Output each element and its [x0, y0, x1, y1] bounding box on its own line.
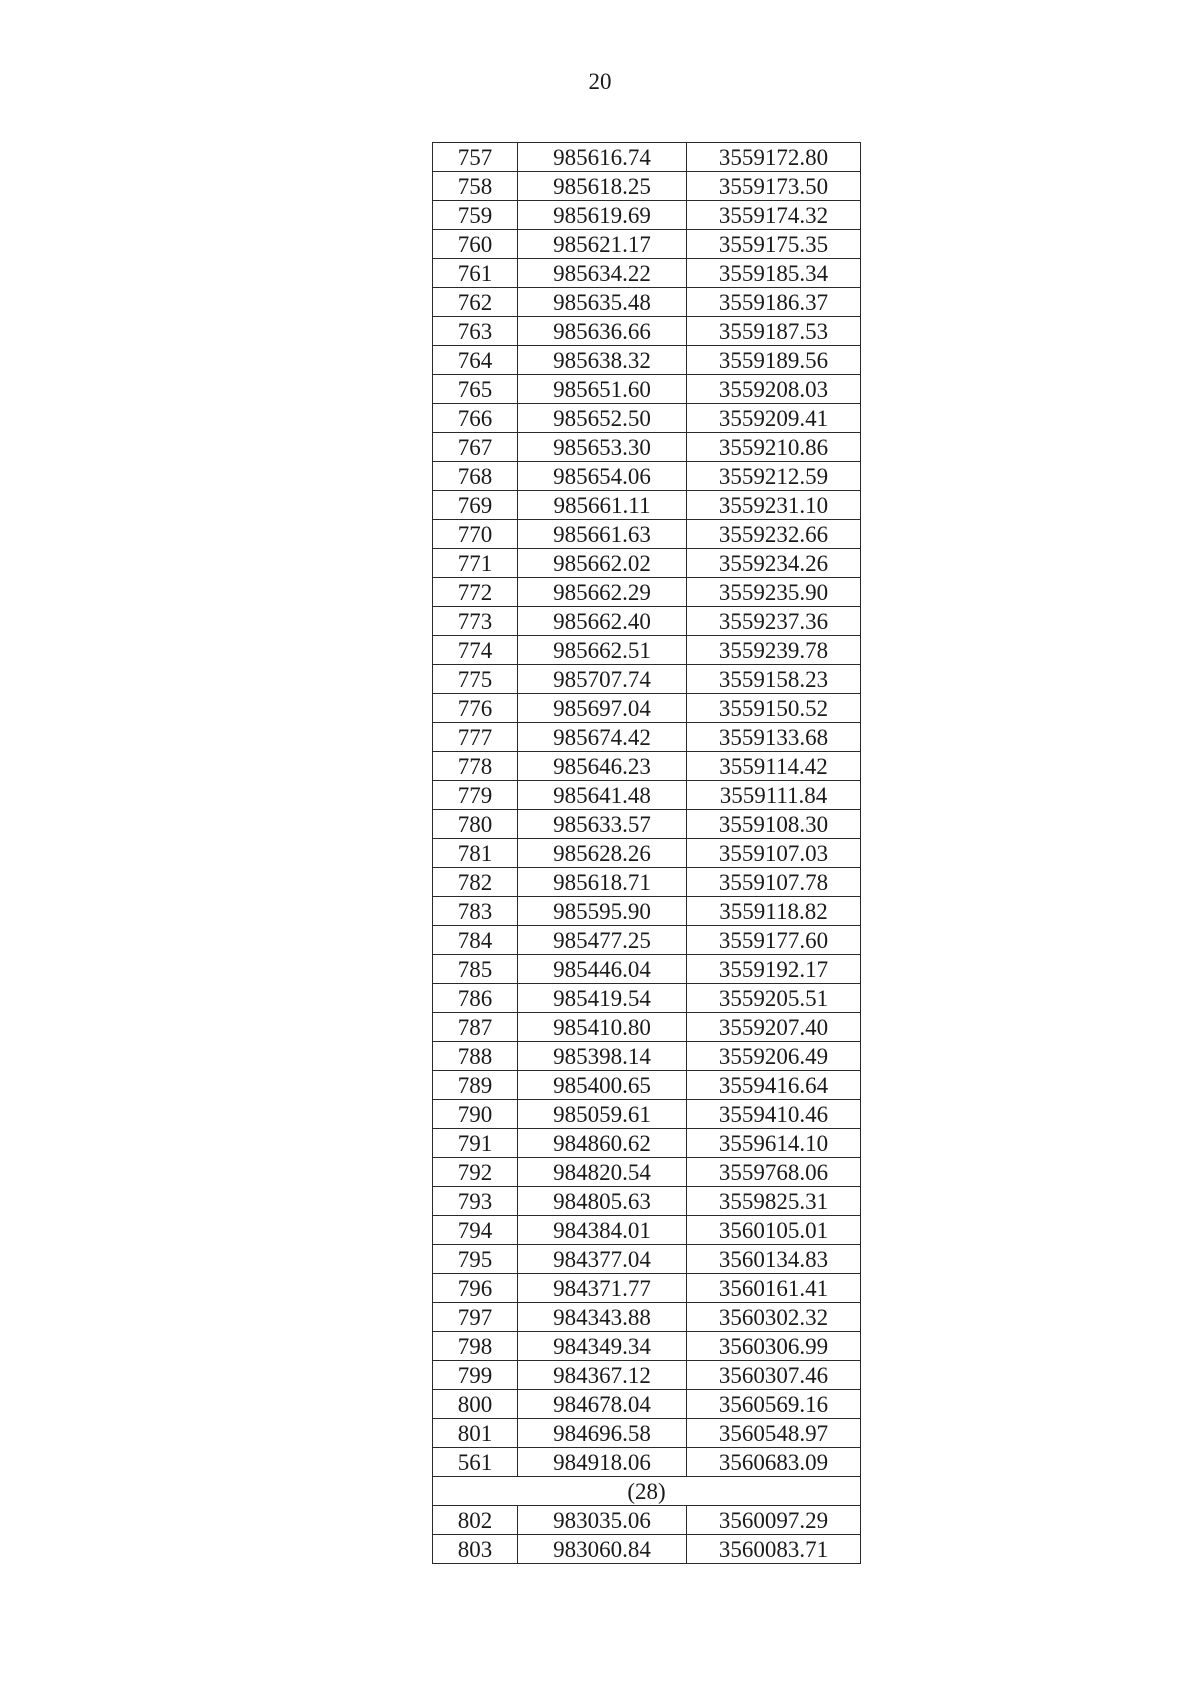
x-coordinate-cell: 985477.25	[518, 926, 687, 955]
point-number-cell: 760	[433, 230, 518, 259]
y-coordinate-cell: 3559175.35	[687, 230, 861, 259]
table-row	[433, 1187, 861, 1216]
x-coordinate-cell: 985661.11	[518, 491, 687, 520]
y-coordinate-cell: 3559111.84	[687, 781, 861, 810]
table-row	[433, 1303, 861, 1332]
table-row	[433, 1390, 861, 1419]
y-coordinate-cell: 3559158.23	[687, 665, 861, 694]
x-coordinate-cell: 985636.66	[518, 317, 687, 346]
table-row	[433, 955, 861, 984]
table-row	[433, 665, 861, 694]
point-number-cell: 767	[433, 433, 518, 462]
y-coordinate-cell: 3560683.09	[687, 1448, 861, 1477]
point-number-cell: 796	[433, 1274, 518, 1303]
table-row	[433, 1100, 861, 1129]
y-coordinate-cell: 3559234.26	[687, 549, 861, 578]
y-coordinate-cell: 3560097.29	[687, 1506, 861, 1535]
point-number-cell: 777	[433, 723, 518, 752]
x-coordinate-cell: 984371.77	[518, 1274, 687, 1303]
x-coordinate-cell: 985628.26	[518, 839, 687, 868]
point-number-cell: 795	[433, 1245, 518, 1274]
y-coordinate-cell: 3559205.51	[687, 984, 861, 1013]
y-coordinate-cell: 3559118.82	[687, 897, 861, 926]
x-coordinate-cell: 984384.01	[518, 1216, 687, 1245]
coordinates-table	[432, 142, 861, 1564]
x-coordinate-cell: 984820.54	[518, 1158, 687, 1187]
point-number-cell: 765	[433, 375, 518, 404]
table-row	[433, 259, 861, 288]
x-coordinate-cell: 983060.84	[518, 1535, 687, 1564]
x-coordinate-cell: 985635.48	[518, 288, 687, 317]
y-coordinate-cell: 3559825.31	[687, 1187, 861, 1216]
y-coordinate-cell: 3559235.90	[687, 578, 861, 607]
point-number-cell: 792	[433, 1158, 518, 1187]
x-coordinate-cell: 983035.06	[518, 1506, 687, 1535]
x-coordinate-cell: 985419.54	[518, 984, 687, 1013]
y-coordinate-cell: 3559172.80	[687, 143, 861, 172]
point-number-cell: 758	[433, 172, 518, 201]
table-row	[433, 1332, 861, 1361]
y-coordinate-cell: 3559108.30	[687, 810, 861, 839]
point-number-cell: 764	[433, 346, 518, 375]
point-number-cell: 801	[433, 1419, 518, 1448]
y-coordinate-cell: 3560161.41	[687, 1274, 861, 1303]
point-number-cell: 781	[433, 839, 518, 868]
y-coordinate-cell: 3559177.60	[687, 926, 861, 955]
x-coordinate-cell: 984349.34	[518, 1332, 687, 1361]
point-number-cell: 794	[433, 1216, 518, 1245]
point-number-cell: 787	[433, 1013, 518, 1042]
table-row	[433, 433, 861, 462]
x-coordinate-cell: 984918.06	[518, 1448, 687, 1477]
table-row	[433, 317, 861, 346]
table-row	[433, 1448, 861, 1477]
y-coordinate-cell: 3560306.99	[687, 1332, 861, 1361]
point-number-cell: 757	[433, 143, 518, 172]
point-number-cell: 784	[433, 926, 518, 955]
table-row	[433, 810, 861, 839]
y-coordinate-cell: 3559614.10	[687, 1129, 861, 1158]
x-coordinate-cell: 985400.65	[518, 1071, 687, 1100]
point-number-cell: 776	[433, 694, 518, 723]
y-coordinate-cell: 3559192.17	[687, 955, 861, 984]
y-coordinate-cell: 3560302.32	[687, 1303, 861, 1332]
y-coordinate-cell: 3559208.03	[687, 375, 861, 404]
y-coordinate-cell: 3559107.78	[687, 868, 861, 897]
x-coordinate-cell: 985641.48	[518, 781, 687, 810]
point-number-cell: 759	[433, 201, 518, 230]
point-number-cell: 782	[433, 868, 518, 897]
x-coordinate-cell: 985662.40	[518, 607, 687, 636]
coordinates-table-body	[433, 143, 861, 1564]
point-number-cell: 799	[433, 1361, 518, 1390]
y-coordinate-cell: 3559231.10	[687, 491, 861, 520]
y-coordinate-cell: 3559114.42	[687, 752, 861, 781]
y-coordinate-cell: 3559185.34	[687, 259, 861, 288]
table-row	[433, 926, 861, 955]
y-coordinate-cell: 3559107.03	[687, 839, 861, 868]
x-coordinate-cell: 985652.50	[518, 404, 687, 433]
y-coordinate-cell: 3559212.59	[687, 462, 861, 491]
table-row	[433, 462, 861, 491]
x-coordinate-cell: 985638.32	[518, 346, 687, 375]
table-row	[433, 781, 861, 810]
x-coordinate-cell: 985619.69	[518, 201, 687, 230]
point-number-cell: 772	[433, 578, 518, 607]
table-row	[433, 984, 861, 1013]
x-coordinate-cell: 984377.04	[518, 1245, 687, 1274]
y-coordinate-cell: 3559768.06	[687, 1158, 861, 1187]
point-number-cell: 773	[433, 607, 518, 636]
point-number-cell: 803	[433, 1535, 518, 1564]
x-coordinate-cell: 985651.60	[518, 375, 687, 404]
y-coordinate-cell: 3559207.40	[687, 1013, 861, 1042]
x-coordinate-cell: 985662.02	[518, 549, 687, 578]
y-coordinate-cell: 3560569.16	[687, 1390, 861, 1419]
x-coordinate-cell: 985646.23	[518, 752, 687, 781]
point-number-cell: 771	[433, 549, 518, 578]
x-coordinate-cell: 985059.61	[518, 1100, 687, 1129]
y-coordinate-cell: 3559237.36	[687, 607, 861, 636]
table-row	[433, 723, 861, 752]
point-number-cell: 797	[433, 1303, 518, 1332]
x-coordinate-cell: 984343.88	[518, 1303, 687, 1332]
point-number-cell: 786	[433, 984, 518, 1013]
y-coordinate-cell: 3560548.97	[687, 1419, 861, 1448]
point-number-cell: 788	[433, 1042, 518, 1071]
page-number: 20	[588, 69, 612, 94]
y-coordinate-cell: 3559209.41	[687, 404, 861, 433]
x-coordinate-cell: 984805.63	[518, 1187, 687, 1216]
point-number-cell: 785	[433, 955, 518, 984]
table-row	[433, 1013, 861, 1042]
y-coordinate-cell: 3559174.32	[687, 201, 861, 230]
table-row	[433, 636, 861, 665]
x-coordinate-cell: 985661.63	[518, 520, 687, 549]
point-number-cell: 766	[433, 404, 518, 433]
x-coordinate-cell: 984696.58	[518, 1419, 687, 1448]
table-row	[433, 694, 861, 723]
point-number-cell: 770	[433, 520, 518, 549]
point-number-cell: 802	[433, 1506, 518, 1535]
table-row	[433, 346, 861, 375]
table-row	[433, 172, 861, 201]
point-number-cell: 778	[433, 752, 518, 781]
x-coordinate-cell: 985662.29	[518, 578, 687, 607]
table-row	[433, 404, 861, 433]
x-coordinate-cell: 985697.04	[518, 694, 687, 723]
y-coordinate-cell: 3560134.83	[687, 1245, 861, 1274]
section-label: (28)	[433, 1477, 861, 1506]
table-row	[433, 1129, 861, 1158]
table-row	[433, 1506, 861, 1535]
table-row	[433, 491, 861, 520]
table-row	[433, 1071, 861, 1100]
y-coordinate-cell: 3559210.86	[687, 433, 861, 462]
y-coordinate-cell: 3559187.53	[687, 317, 861, 346]
y-coordinate-cell: 3559410.46	[687, 1100, 861, 1129]
point-number-cell: 791	[433, 1129, 518, 1158]
point-number-cell: 779	[433, 781, 518, 810]
x-coordinate-cell: 985446.04	[518, 955, 687, 984]
table-row	[433, 1158, 861, 1187]
table-row	[433, 520, 861, 549]
table-row	[433, 578, 861, 607]
x-coordinate-cell: 985653.30	[518, 433, 687, 462]
table-row	[433, 1361, 861, 1390]
y-coordinate-cell: 3559416.64	[687, 1071, 861, 1100]
section-row	[433, 1477, 861, 1506]
table-row	[433, 1245, 861, 1274]
point-number-cell: 761	[433, 259, 518, 288]
y-coordinate-cell: 3559133.68	[687, 723, 861, 752]
point-number-cell: 769	[433, 491, 518, 520]
y-coordinate-cell: 3559173.50	[687, 172, 861, 201]
y-coordinate-cell: 3560083.71	[687, 1535, 861, 1564]
point-number-cell: 793	[433, 1187, 518, 1216]
table-row	[433, 752, 861, 781]
point-number-cell: 762	[433, 288, 518, 317]
point-number-cell: 780	[433, 810, 518, 839]
y-coordinate-cell: 3559206.49	[687, 1042, 861, 1071]
table-row	[433, 607, 861, 636]
table-row	[433, 288, 861, 317]
table-row	[433, 1216, 861, 1245]
y-coordinate-cell: 3559186.37	[687, 288, 861, 317]
table-row	[433, 143, 861, 172]
x-coordinate-cell: 985674.42	[518, 723, 687, 752]
table-row	[433, 1042, 861, 1071]
table-row	[433, 897, 861, 926]
y-coordinate-cell: 3559239.78	[687, 636, 861, 665]
table-row	[433, 549, 861, 578]
table-row	[433, 201, 861, 230]
x-coordinate-cell: 985707.74	[518, 665, 687, 694]
point-number-cell: 768	[433, 462, 518, 491]
x-coordinate-cell: 985633.57	[518, 810, 687, 839]
x-coordinate-cell: 985595.90	[518, 897, 687, 926]
point-number-cell: 774	[433, 636, 518, 665]
point-number-cell: 763	[433, 317, 518, 346]
table-row	[433, 839, 861, 868]
y-coordinate-cell: 3560307.46	[687, 1361, 861, 1390]
table-row	[433, 1419, 861, 1448]
y-coordinate-cell: 3560105.01	[687, 1216, 861, 1245]
table-row	[433, 1535, 861, 1564]
point-number-cell: 775	[433, 665, 518, 694]
x-coordinate-cell: 985621.17	[518, 230, 687, 259]
point-number-cell: 798	[433, 1332, 518, 1361]
x-coordinate-cell: 984367.12	[518, 1361, 687, 1390]
x-coordinate-cell: 985410.80	[518, 1013, 687, 1042]
x-coordinate-cell: 984678.04	[518, 1390, 687, 1419]
y-coordinate-cell: 3559232.66	[687, 520, 861, 549]
x-coordinate-cell: 984860.62	[518, 1129, 687, 1158]
table-row	[433, 230, 861, 259]
point-number-cell: 800	[433, 1390, 518, 1419]
x-coordinate-cell: 985398.14	[518, 1042, 687, 1071]
point-number-cell: 789	[433, 1071, 518, 1100]
y-coordinate-cell: 3559150.52	[687, 694, 861, 723]
y-coordinate-cell: 3559189.56	[687, 346, 861, 375]
x-coordinate-cell: 985634.22	[518, 259, 687, 288]
x-coordinate-cell: 985616.74	[518, 143, 687, 172]
point-number-cell: 783	[433, 897, 518, 926]
point-number-cell: 561	[433, 1448, 518, 1477]
table-row	[433, 1274, 861, 1303]
x-coordinate-cell: 985662.51	[518, 636, 687, 665]
point-number-cell: 790	[433, 1100, 518, 1129]
x-coordinate-cell: 985618.25	[518, 172, 687, 201]
x-coordinate-cell: 985654.06	[518, 462, 687, 491]
table-row	[433, 375, 861, 404]
table-row	[433, 868, 861, 897]
x-coordinate-cell: 985618.71	[518, 868, 687, 897]
